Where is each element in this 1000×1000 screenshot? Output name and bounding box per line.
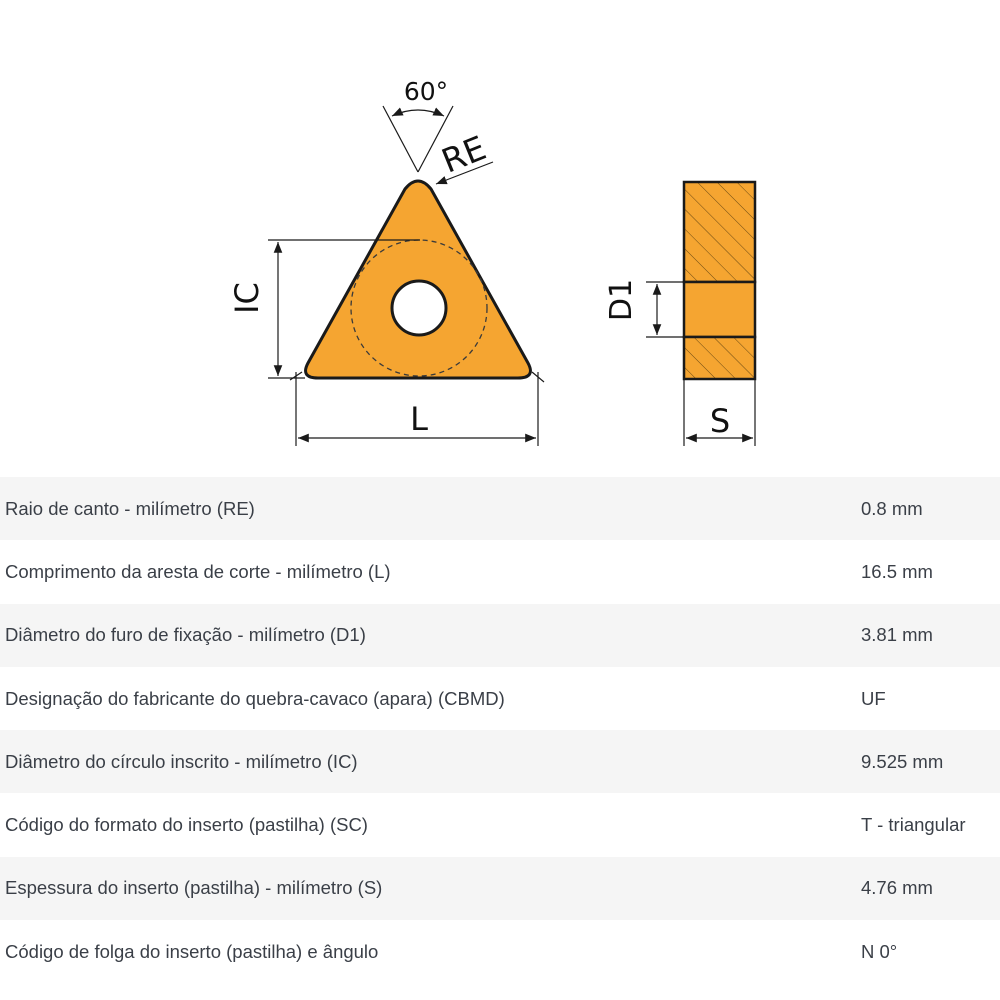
spec-label: Raio de canto - milímetro (RE) <box>5 497 255 519</box>
spec-row <box>0 540 1000 603</box>
triangle-insert-top-view <box>306 181 531 378</box>
spec-row <box>0 920 1000 983</box>
hole-diameter-label: D1 <box>604 278 639 322</box>
spec-value: 16.5 mm <box>861 560 933 582</box>
spec-value: 0.8 mm <box>861 497 923 519</box>
spec-row <box>0 477 1000 540</box>
angle-label: 60° <box>403 77 449 106</box>
spec-label: Diâmetro do furo de fixação - milímetro (D1) <box>5 624 366 646</box>
thickness-label: S <box>709 402 731 440</box>
corner-radius-label: RE <box>436 128 492 181</box>
ic-label: IC <box>228 282 266 314</box>
triangle-insert-body <box>306 181 531 378</box>
spec-row <box>0 730 1000 793</box>
spec-label: Diâmetro do círculo inscrito - milímetro (IC) <box>5 750 358 772</box>
spec-row <box>0 667 1000 730</box>
hole-diameter-dimension <box>646 282 684 337</box>
spec-value: 4.76 mm <box>861 877 933 899</box>
spec-label: Designação do fabricante do quebra-cavaco (apara) (CBMD) <box>5 687 505 709</box>
specifications-table <box>0 477 1000 983</box>
spec-row <box>0 604 1000 667</box>
spec-value: 3.81 mm <box>861 624 933 646</box>
side-view-upper-section <box>684 182 755 282</box>
side-view-hole-band <box>684 282 755 337</box>
insert-side-view <box>684 182 755 379</box>
spec-row <box>0 857 1000 920</box>
spec-value: 9.525 mm <box>861 750 944 772</box>
edge-length-label: L <box>410 400 428 438</box>
spec-label: Código de folga do inserto (pastilha) e ângulo <box>5 940 379 962</box>
spec-value: N 0° <box>861 940 898 962</box>
spec-row <box>0 793 1000 856</box>
insert-technical-drawing <box>0 0 1000 480</box>
spec-value: UF <box>861 687 886 709</box>
side-view-lower-section <box>684 337 755 379</box>
spec-value: T - triangular <box>861 814 966 836</box>
fixing-hole <box>392 281 446 335</box>
spec-label: Comprimento da aresta de corte - milímetro (L) <box>5 560 391 582</box>
spec-label: Espessura do inserto (pastilha) - milímetro (S) <box>5 877 383 899</box>
spec-label: Código do formato do inserto (pastilha) (SC) <box>5 814 368 836</box>
